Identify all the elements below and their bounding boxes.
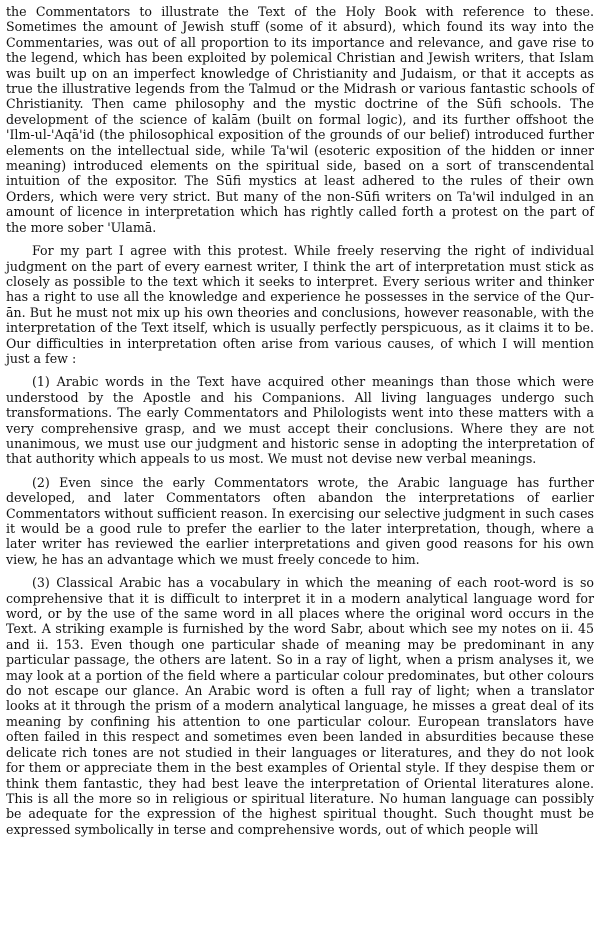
paragraph-point-1: (1) Arabic words in the Text have acquired other meanings than those which were understood by the Apostle and his Companions. All living languages undergo such transformations. The early Commentators and Philologists went into these matters with a very comprehensive grasp, and we must accept their conclusions. Where they are not unanimous, we must use our judgment and historic sense in adopting the interpretation of that authority which appeals to us most. We must not devise new verbal meanings. [6, 374, 594, 467]
paragraph-point-2: (2) Even since the early Commentators wrote, the Arabic language has further developed, and later Commentators often abandon the interpretations of earlier Commentators without sufficient reason. In exercising our selective judgment in such cases it would be a good rule to prefer the earlier to the later interpretation, though, where a later writer has reviewed the earlier interpretations and given good reasons for his own view, he has an advantage which we must freely concede to him. [6, 474, 594, 567]
paragraph-point-3: (3) Classical Arabic has a vocabulary in which the meaning of each root-word is so comprehensive that it is difficult to interpret it in a modern analytical language word for word, or by the use of the same word in all places where the original word occurs in the Text. A striking example is furnished by the word Sabr, about which see my notes on ii. 45 and ii. 153. Even though one particular shade of meaning may be predominant in any particular passage, the others are latent. So in a ray of light, when a prism analyses it, we may look at a portion of the field where a particular colour predominates, but other colours do not escape our glance. An Arabic word is often a full ray of light; when a translator looks at it through the prism of a modern analytical language, he misses a great deal of its meaning by confining his attention to one particular colour. European translators have often failed in this respect and sometimes even been landed in absurdities because these delicate rich tones are not studied in their languages or literatures, and they do not look for them or appreciate them in the best examples of Oriental style. If they despise them or think them fantastic, they had best leave the interpretation of Oriental literatures alone. This is all the more so in religious or spiritual literature. No human language can possibly be adequate for the expression of the highest spiritual thought. Such thought must be expressed symbolically in terse and comprehensive words, out of which people will [6, 575, 594, 837]
paragraph-protest: For my part I agree with this protest. While freely reserving the right of individual judgment on the part of every earnest writer, I think the art of interpretation must stick as closely as possible to the text which it seeks to interpret. Every serious writer and thinker has a right to use all the knowledge and experience he possesses in the service of the Qur-ān. But he must not mix up his own theories and conclusions, however reasonable, with the interpretation of the Text itself, which is usually perfectly perspicuous, as it claims it to be. Our difficulties in interpretation often arise from various causes, of which I will mention just a few : [6, 243, 594, 366]
paragraph-commentaries: the Commentators to illustrate the Text of the Holy Book with reference to these. Sometimes the amount of Jewish stuff (some of it absurd), which found its way into the Commentaries, was out of all proportion to its importance and relevance, and gave rise to the legend, which has been exploited by polemical Christian and Jewish writers, that Islam was built up on an imperfect knowledge of Christianity and Judaism, or that it accepts as true the illustrative legends from the Talmud or the Midrash or various fantastic schools of Christianity. Then came philosophy and the mystic doctrine of the Sūfi schools. The development of the science of kalām (built on formal logic), and its further offshoot the 'Ilm-ul-'Aqā'id (the philosophical exposition of the grounds of our belief) introduced further elements on the intellectual side, while Ta'wil (esoteric exposition of the hidden or inner meaning) introduced elements on the spiritual side, based on a sort of transcendental intuition of the expositor. The Sūfi mystics at least adhered to the rules of their own Orders, which were very strict. But many of the non-Sūfi writers on Ta'wil indulged in an amount of licence in interpretation which has rightly called forth a protest on the part of the more sober 'Ulamā. [6, 4, 594, 235]
